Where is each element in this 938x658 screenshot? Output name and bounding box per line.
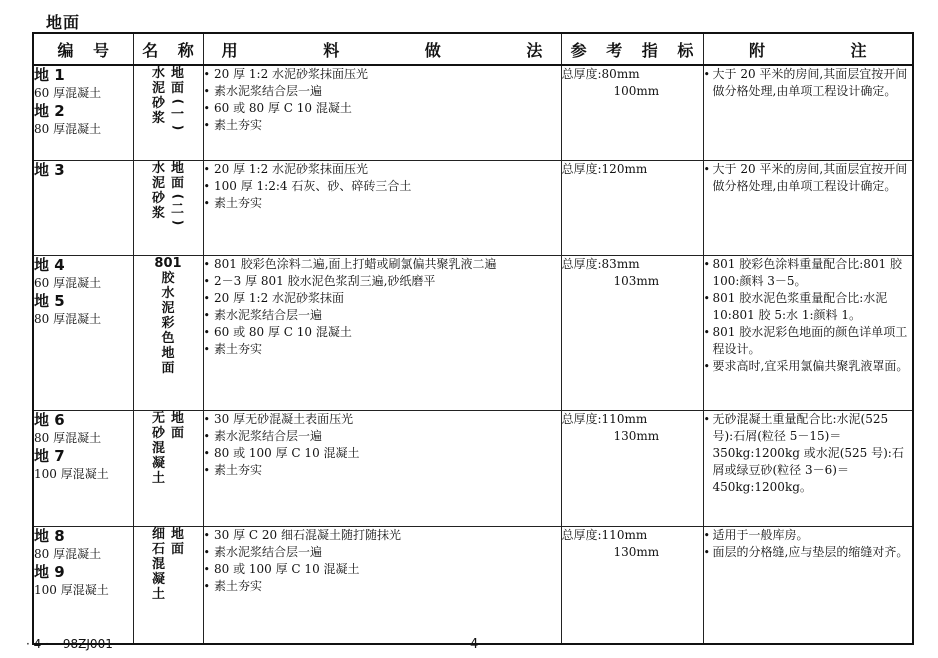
footer-doc-code: 98ZJ001 [62, 637, 113, 651]
method-list [204, 66, 561, 134]
note-item: • 大于 20 平米的房间,其面层宜按开间做分格处理,由单项工程设计确定。 [704, 66, 913, 100]
method-step: • 80 或 100 厚 C 10 混凝土 [204, 445, 561, 462]
footer-page-number: 4 [470, 637, 479, 652]
footer-page-marker: · 4 · [26, 637, 49, 651]
total-thickness-label: 总厚度: [561, 527, 602, 542]
floor-code-thickness: 80 厚混凝土 [34, 122, 102, 136]
note-item: • 适用于一般库房。 [704, 527, 913, 544]
table-row [33, 526, 913, 644]
total-thickness-value: 130mm [613, 428, 660, 443]
reference-cell [561, 160, 703, 255]
method-step: • 素水泥浆结合层一遍 [204, 83, 561, 100]
method-cell [203, 526, 561, 644]
notes-cell [703, 65, 913, 160]
method-cell [203, 65, 561, 160]
reference-cell [561, 526, 703, 644]
name-char: 地 [171, 526, 185, 542]
method-step: • 素土夯实 [204, 578, 561, 595]
name-char: 砂 [151, 96, 165, 111]
vertical-name-column [171, 527, 184, 602]
floor-code-thickness: 60 厚混凝土 [34, 86, 102, 100]
method-step: • 30 厚无砂混凝土表面压光 [204, 411, 561, 428]
method-cell [203, 160, 561, 255]
method-step: • 素土夯实 [204, 117, 561, 134]
name-char: 凝 [151, 455, 165, 471]
name-char: 二 [171, 201, 185, 217]
name-char: 水 [161, 285, 175, 301]
method-step: • 素土夯实 [204, 195, 561, 212]
method-step: • 2－3 厚 801 胶水泥色浆刮三遍,砂纸磨平 [204, 273, 561, 290]
total-thickness-value: 83mm [601, 256, 640, 271]
vertical-name-column [152, 411, 165, 486]
method-step: • 100 厚 1:2:4 石灰、砂、碎砖三合土 [204, 178, 561, 195]
notes-cell [703, 160, 913, 255]
name-char: ( [171, 98, 186, 105]
name-char: 凝 [151, 571, 165, 587]
code-cell [33, 410, 133, 526]
total-thickness-label: 总厚度: [561, 256, 602, 271]
name-char: 混 [151, 556, 165, 572]
method-step: • 素土夯实 [204, 462, 561, 479]
name-char: 泥 [161, 300, 175, 316]
total-thickness-value: 120mm [601, 161, 648, 176]
method-list [204, 256, 561, 358]
name-char: 一 [171, 107, 185, 122]
floor-code: 地 5 [34, 291, 65, 310]
total-thickness-value: 80mm [601, 67, 640, 81]
name-char: 胶 [161, 270, 175, 286]
notes-list [704, 527, 913, 561]
vertical-name-column [152, 66, 165, 133]
reference-cell [561, 255, 703, 410]
name-char: 801 [154, 255, 182, 271]
name-char: ) [171, 124, 186, 131]
name-char: 地 [171, 410, 185, 426]
floor-code: 地 8 [34, 526, 65, 545]
table-row [33, 65, 913, 160]
table-header-row [33, 33, 913, 65]
notes-list [704, 411, 913, 496]
method-step: • 20 厚 1:2 水泥砂浆抹面压光 [204, 66, 561, 83]
notes-cell [703, 526, 913, 644]
total-thickness-value: 130mm [613, 544, 660, 559]
table-row [33, 160, 913, 255]
method-step: • 素水泥浆结合层一遍 [204, 544, 561, 561]
note-item: • 面层的分格缝,应与垫层的缩缝对齐。 [704, 544, 913, 561]
vertical-name-column [154, 256, 181, 376]
name-char: 浆 [151, 205, 165, 221]
code-cell [33, 526, 133, 644]
floor-code: 地 4 [34, 255, 65, 274]
name-cell [133, 160, 203, 255]
floor-code-thickness: 60 厚混凝土 [34, 275, 102, 290]
name-char: 面 [171, 541, 185, 557]
notes-cell [703, 410, 913, 526]
method-step: • 素水泥浆结合层一遍 [204, 307, 561, 324]
floor-spec-table [32, 32, 914, 645]
total-thickness-label: 总厚度: [561, 411, 602, 426]
name-cell [133, 526, 203, 644]
name-char: 地 [171, 160, 185, 176]
method-step: • 30 厚 C 20 细石混凝土随打随抹光 [204, 527, 561, 544]
floor-code: 地 2 [34, 102, 65, 120]
table-row [33, 255, 913, 410]
name-char: 混 [151, 440, 165, 456]
name-char: 地 [161, 345, 175, 361]
name-cell [133, 65, 203, 160]
name-char: 砂 [151, 425, 165, 441]
floor-code: 地 7 [34, 446, 65, 465]
method-list [204, 161, 561, 212]
name-char: 地 [171, 66, 185, 81]
method-list [204, 527, 561, 595]
method-cell [203, 410, 561, 526]
method-step: • 801 胶彩色涂料二遍,面上打蜡或刷氯偏共聚乳液二遍 [204, 256, 561, 273]
header-reference: 参 考 指 标 [561, 33, 703, 65]
vertical-name-column [171, 161, 184, 228]
name-char: 水 [151, 66, 165, 81]
name-char: 面 [161, 360, 175, 376]
table-row [33, 410, 913, 526]
vertical-name-column [152, 161, 165, 228]
vertical-name-column [152, 527, 165, 602]
note-item: • 801 胶水泥彩色地面的颜色详单项工程设计。 [704, 324, 913, 358]
method-step: • 素土夯实 [204, 341, 561, 358]
name-cell [133, 410, 203, 526]
vertical-name-column [171, 411, 184, 486]
name-char: 无 [151, 410, 165, 426]
footer-left [26, 637, 113, 651]
floor-code-thickness: 80 厚混凝土 [34, 430, 102, 445]
total-thickness-value: 100mm [613, 84, 660, 98]
note-item: • 801 胶彩色涂料重量配合比:801 胶 100:颜料 3－5。 [704, 256, 913, 290]
method-step: • 20 厚 1:2 水泥砂浆抹面压光 [204, 161, 561, 178]
total-thickness-value: 110mm [601, 411, 648, 426]
method-cell [203, 255, 561, 410]
floor-code-thickness: 80 厚混凝土 [34, 311, 102, 326]
method-step: • 60 或 80 厚 C 10 混凝土 [204, 100, 561, 117]
notes-list [704, 66, 913, 100]
method-step: • 80 或 100 厚 C 10 混凝土 [204, 561, 561, 578]
floor-code-thickness: 100 厚混凝土 [34, 582, 109, 597]
total-thickness-value: 110mm [601, 527, 648, 542]
code-cell [33, 255, 133, 410]
name-char: 土 [151, 586, 165, 602]
name-char: 色 [161, 330, 175, 346]
name-char: ( [171, 193, 186, 199]
name-char: 泥 [151, 81, 165, 96]
note-item: • 801 胶水泥色浆重量配合比:水泥 10:801 胶 5:水 1:颜料 1。 [704, 290, 913, 324]
header-name: 名 称 [133, 33, 203, 65]
note-item: • 无砂混凝土重量配合比:水泥(525 号):石屑(粒径 5－15)＝350kg:1200kg 或水泥(525 号):石屑或绿豆砂(粒径 3－6)＝450kg:1200kg。 [704, 411, 913, 496]
note-item: • 要求高时,宜采用氯偏共聚乳液罩面。 [704, 358, 913, 375]
name-char: 面 [171, 81, 185, 96]
name-char: 面 [171, 175, 185, 191]
header-notes: 附 注 [703, 33, 913, 65]
name-char: 细 [151, 526, 165, 542]
name-char: 土 [151, 470, 165, 486]
vertical-name-column [171, 66, 184, 133]
page-title: 地面 [46, 13, 81, 32]
code-cell [33, 65, 133, 160]
floor-code: 地 1 [34, 66, 65, 84]
floor-code: 地 3 [34, 160, 65, 179]
name-cell [133, 255, 203, 410]
floor-code: 地 9 [34, 562, 65, 581]
name-char: 浆 [151, 111, 165, 126]
name-char: 石 [151, 541, 165, 557]
notes-list [704, 256, 913, 375]
header-code: 编 号 [33, 33, 133, 65]
floor-code-thickness: 100 厚混凝土 [34, 466, 109, 481]
notes-list [704, 161, 913, 195]
reference-cell [561, 65, 703, 160]
note-item: • 大于 20 平米的房间,其面层宜按开间做分格处理,由单项工程设计确定。 [704, 161, 913, 195]
total-thickness-value: 103mm [613, 273, 660, 288]
name-char: 泥 [151, 175, 165, 191]
name-char: 面 [171, 425, 185, 441]
name-char: 砂 [151, 190, 165, 206]
header-method: 用 料 做 法 [203, 33, 561, 65]
total-thickness-label: 总厚度: [561, 161, 602, 176]
method-list [204, 411, 561, 479]
reference-cell [561, 410, 703, 526]
floor-code-thickness: 80 厚混凝土 [34, 546, 102, 561]
code-cell [33, 160, 133, 255]
name-char: 水 [151, 160, 165, 176]
method-step: • 60 或 80 厚 C 10 混凝土 [204, 324, 561, 341]
method-step: • 20 厚 1:2 水泥砂浆抹面 [204, 290, 561, 307]
notes-cell [703, 255, 913, 410]
method-step: • 素水泥浆结合层一遍 [204, 428, 561, 445]
name-char: 彩 [161, 315, 175, 331]
name-char: ) [171, 219, 186, 225]
total-thickness-label: 总厚度: [561, 67, 602, 81]
floor-code: 地 6 [34, 410, 65, 429]
